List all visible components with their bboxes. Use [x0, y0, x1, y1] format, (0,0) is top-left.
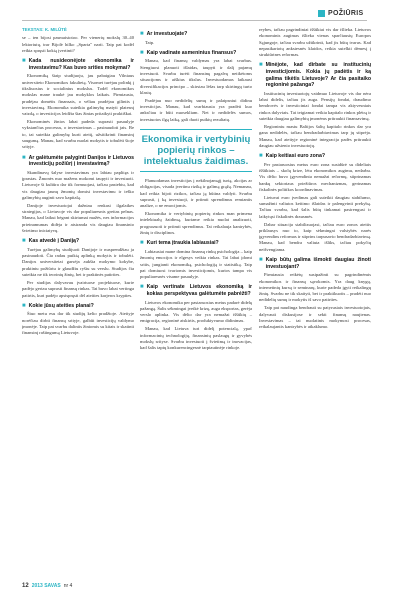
question-heading [259, 153, 371, 160]
article-column-1 [22, 27, 134, 338]
question-heading [22, 58, 134, 71]
body-paragraph: Taip pat naudinga bendrauti su patyrusiais investuotojais, dalyvauti diskusijose ir sekti finansų naujienas. Investavimas – tai nuolatinis mokymosi procesas, reikalaujantis kantrybės ir atkaklumo. [259, 305, 371, 330]
question-marker-icon: ■ [259, 62, 263, 69]
body-paragraph: Danijoje investuotojai dažniau renkasi ilgalaikes strategijas, o Lietuvoje vis dar populiaresnis greitas pelnas. Manau, kad laikui bėgant skirtumai mažės, nes informacijos prieinamumas didėja ir atsiranda vis daugiau finansinio švietimo iniciatyvų. [22, 202, 134, 233]
section-tag [318, 10, 363, 17]
body-paragraph: Dabar situacija stabilizuojasi, tačiau euro zonos ateitis priklausys nuo to, kaip sėkmingai valstybės narės įgyvendins reformas ir stiprins tarpusavio bendradarbiavimą. Manau, kad bendra valiuta išliks, tačiau pokyčių neišvengiama. [259, 221, 372, 252]
article-column-2 [140, 27, 252, 353]
question-text: Kaip vertinate Lietuvos ekonomiką ir kokias perspektyvas galėtumėte pabrėžti? [146, 284, 252, 297]
question-marker-icon: ■ [140, 284, 144, 291]
question-text: Ar galėtumėte palyginti Danijos ir Lietuvos investicijų požiūrį į investavimą? [28, 154, 134, 168]
question-heading [140, 284, 252, 297]
question-text: Ar investuojate? [146, 31, 188, 37]
body-paragraph: Manau, kad Lietuva turi didelį potencialą, ypač informacinių technologijų, finansinių paslaugų ir gyvybės mokslų srityse. Svarbu investuoti į švietimą ir inovacijas, kad šalis taptų konkurencingesnė tarptautinėje rinkoje. [140, 326, 252, 351]
body-paragraph: Skandinavų šalyse investavimas yra labiau paplitęs ir įprastas. Žmonės nuo mažens mokomi taupyti ir investuoti. Lietuvoje ši kultūra dar tik formuojasi, tačiau pastebiu, kad vis daugiau jaunų žmonių domisi investavimu ir ieško galimybių auginti savo kapitalą. [22, 169, 134, 200]
question-marker-icon: ■ [259, 257, 263, 264]
body-paragraph: Lietuvai euro įvedimas gali suteikti daugiau stabilumo, sumažinti valiutos keitimo išlaidas ir palengvinti prekybą. Tačiau svarbu, kad šalis būtų tinkamai pasirengusi ir laikytųsi fiskalinės drausmės. [259, 194, 371, 219]
body-paragraph: Turėjau galimybę studijuoti Danijoje ir nusprendžiau ja pasinaudoti. Čia radau puikią aplinką mokytis ir tobulėti. Danijos universitetai garsėja aukšta mokymo kokybe, praktiniu požiūriu ir glaudžiu ryšiu su verslu. Studijos čia suteikia ne tik teorinių žinių, bet ir praktinės patirties. [22, 246, 134, 278]
body-paragraph: Pradėjau nuo nedidelių sumų ir palaipsniui didinu investicijas. Manau, kad svarbiausia yra pradėti kuo anksčiau ir būti nuosekliam. Net ir nedidelės sumos, investuotos ilgą laiką, gali duoti puikių rezultatų. [140, 97, 252, 122]
question-text: Minėjote, kad dirbate su institucinių investicijomis. Kokia jų padėtis ir ką galima tikėtis Lietuvoje? Ar čia pasitaiko regioninė pažanga? [265, 62, 371, 89]
question-text: Kaip būtų galima išmokti daugiau žinoti investuojant? [265, 257, 371, 270]
question-text: Kaip vadinate asmeninius finansus? [146, 49, 237, 56]
question-text: Kada nusideonėjote ekonomika ir investavimu? Kas buvo srities mokymai? [28, 58, 134, 71]
question-marker-icon: ■ [22, 58, 26, 65]
question-heading [259, 62, 371, 88]
question-heading [22, 155, 134, 168]
page-footer [22, 583, 72, 589]
body-paragraph: Per studijas dalyvavau įvairiuose projektuose, kurie padėjo geriau suprasti finansų rinkas. Tai buvo labai vertinga patirtis, kuri padėjo apsispręsti dėl ateities karjeros krypties. [22, 279, 134, 298]
question-marker-icon: ■ [140, 240, 144, 247]
question-text: Kokie jūsų ateities planai? [28, 302, 94, 309]
body-paragraph: Manau, kad finansų valdymas yra labai svarbus. Stengiuosi planuoti išlaidas, taupyti ir dalį pajamų investuoti. Svarbu turėti finansinę pagalvę netikėtoms situacijoms ir aiškius tikslus. Investuodamas laikausi diversifikacijos principo – skirstau lėšas tarp skirtingų turto klasių. [140, 58, 252, 95]
question-text: Kas atvedė į Daniją? [28, 238, 80, 245]
body-paragraph: Šiuo metu esu dar tik studijų kelio pradžioje. Ateityje norėčiau dirbti finansų srityje, galbūt investicijų valdymo įmonėje. Taip pat svarbu dalintis žiniomis su kitais ir skatinti finansinį raštingumą Lietuvoje. [22, 311, 134, 336]
body-paragraph: Ekonominės žinios labai padeda suprasti pasaulyje vykstančius procesus, o investavimas – pasinaudoti jais. Be to, tai suteikia galimybę kurti ateitį, užsitikrinti finansinį saugumą. Manau, kad svarbu nuolat mokytis ir tobulėti šioje srityje. [22, 119, 134, 150]
pull-quote [140, 129, 252, 172]
body-paragraph: Labiausiai mane domina finansų rinkų psichologija – kaip žmonių emocijos ir elgesys veikia rinkas. Tai labai įdomi sritis, jungianti ekonomiką, psichologiją ir statistiką. Taip pat domiuosi tvariomis investicijomis, kurios tampa vis populiaresnės visame pasaulyje. [140, 248, 252, 280]
question-marker-icon: ■ [22, 302, 26, 309]
question-marker-icon: ■ [140, 31, 144, 37]
issue-number: nr 4 [63, 583, 73, 589]
question-text: Kaip keitiasi euro zona? [265, 153, 326, 160]
body-paragraph: Planuodamas investicijas į nekilnojamąjį turtą, akcijas ar obligacijas, visada įvertinu riziką ir galimą grąžą. Nemanau, kad reikia bijoti rizikos, tačiau ją būtina valdyti. Svarbu suprasti, į ką investuoji, ir priimti sprendimus remiantis analize, o ne emocijomis. [140, 178, 252, 209]
body-paragraph: reybes, tačiau pagrindiniai iššūkiai vis dar išlieka. Lietuvos ekonominis augimas išlieka vienas sparčiausių Europos Sąjungoje, tačiau svarbu užtikrinti, kad jis būtų tvarus. Kad nepasikartotų ankstesnės klaidos, reikia sutelkti dėmesį į struktūrines reformas. [259, 27, 371, 58]
question-marker-icon: ■ [140, 49, 144, 56]
body-paragraph: Ekonomika ir vertybinių popierių rinkos man primena intelektualų žaidimą, kuriame reikia nuolat analizuoti, prognozuoti ir priimti sprendimus. Tai reikalauja kantrybės, žinių ir disciplinos. [140, 211, 252, 236]
question-heading [259, 257, 371, 270]
question-heading [22, 303, 134, 310]
question-heading [140, 240, 252, 247]
section-label: POŽIŪRIS [328, 10, 364, 17]
question-marker-icon: ■ [22, 154, 26, 161]
question-heading [140, 31, 252, 38]
pull-quote-text: Ekonomika ir vertybinių popierių rinkos – intelektualus žaidimas. [141, 134, 251, 168]
body-paragraph: Per pastaruosius metus euro zona susidūrė su dideliais iššūkiais – skolų krize, lėtu ekonomikos augimu, nedarbu. Vis dėlto buvo įgyvendinta nemažai reformų, stiprinamas bankų sektoriaus priežiūros mechanizmas, gerinamas fiskalinės politikos koordinavimas. [259, 161, 371, 192]
article-column-3 [259, 27, 371, 332]
page-number: 12 [22, 583, 29, 589]
body-paragraph: se – ten bijosi pasmaistotoo. Per vienerių mokslų 30–40 lektoriutų, trar Bijolė hilko „Sparta" narii. Taip pat kodėl reikia spręsti kokią įvertinti? [22, 35, 134, 53]
question-marker-icon: ■ [259, 153, 263, 160]
question-marker-icon: ■ [22, 238, 26, 245]
top-rule [22, 20, 367, 21]
question-heading [22, 238, 134, 245]
question-heading [140, 50, 252, 57]
byline: TEKSTAS: K. MILŪTĖ [22, 27, 67, 32]
question-text: Kuri tema įtraukia labiausiai? [146, 240, 219, 247]
body-paragraph: Lietuvos ekonomika per pastaruosius metus padarė didelę pažangą. Šalis sėkmingai įveikė krizę, auga eksportas, gerėja verslo aplinka. Vis dėlto dar yra nemažai iššūkių – emigracija, regioninė atskirtis, produktyvumo didinimas. [140, 299, 252, 324]
body-paragraph: Taip. [145, 39, 155, 45]
body-paragraph: Institucinių investuotojų vaidmuo Lietuvoje vis dar nėra labai didelis, tačiau jis auga. Pensijų fondai, draudimo bendrovės ir investiciniai fondai tampa vis aktyvesniais rinkos dalyviais. Tai teigiamai veikia kapitalo rinkos plėtrą ir suteikia daugiau galimybių įmonėms pritraukti finansavimą. [259, 90, 371, 122]
section-square-icon [318, 10, 325, 17]
body-paragraph: Regioniniu mastu Baltijos šalių kapitalo rinkos dar yra gana nedidelės, tačiau bendradarbiavimas tarp jų stiprėja. Manau, kad ateityje regioninė integracija padės pritraukti daugiau užsienio investuotojų. [259, 123, 371, 148]
body-paragraph: Pirmiausia reikėtų susipažinti su pagrindinėmis ekonomikos ir finansų sąvokomis. Yra daug knygų, internetinių kursų ir seminarų, kurie padeda įgyti reikalingų žinių. Svarbu ne tik skaityti, bet ir praktikuotis – pradėti nuo nedidelių sumų ir mokytis iš savo patirties. [259, 272, 371, 303]
magazine-name: 2013 SAVAS [31, 583, 61, 589]
body-paragraph: Ekonomiką šiaip studijuoju, jau pabaigiau Vilniaus universiteto Ekonomikos fakultetą. Visomet turėjau polinkį į tiksliuosius ir socialinius mokslus. Todėl ekonomikos mokslas mane traukė jau mokyklos laikais. Pirmiausia, pradėjau domėtis finansais, o vėliau pradėjau gilintis į investavimą. Ekonomika suteikia galimybę matyti platesnį vaizdą, o investicijos leidžia šias žinias pritaikyti praktiškai. [22, 73, 134, 117]
